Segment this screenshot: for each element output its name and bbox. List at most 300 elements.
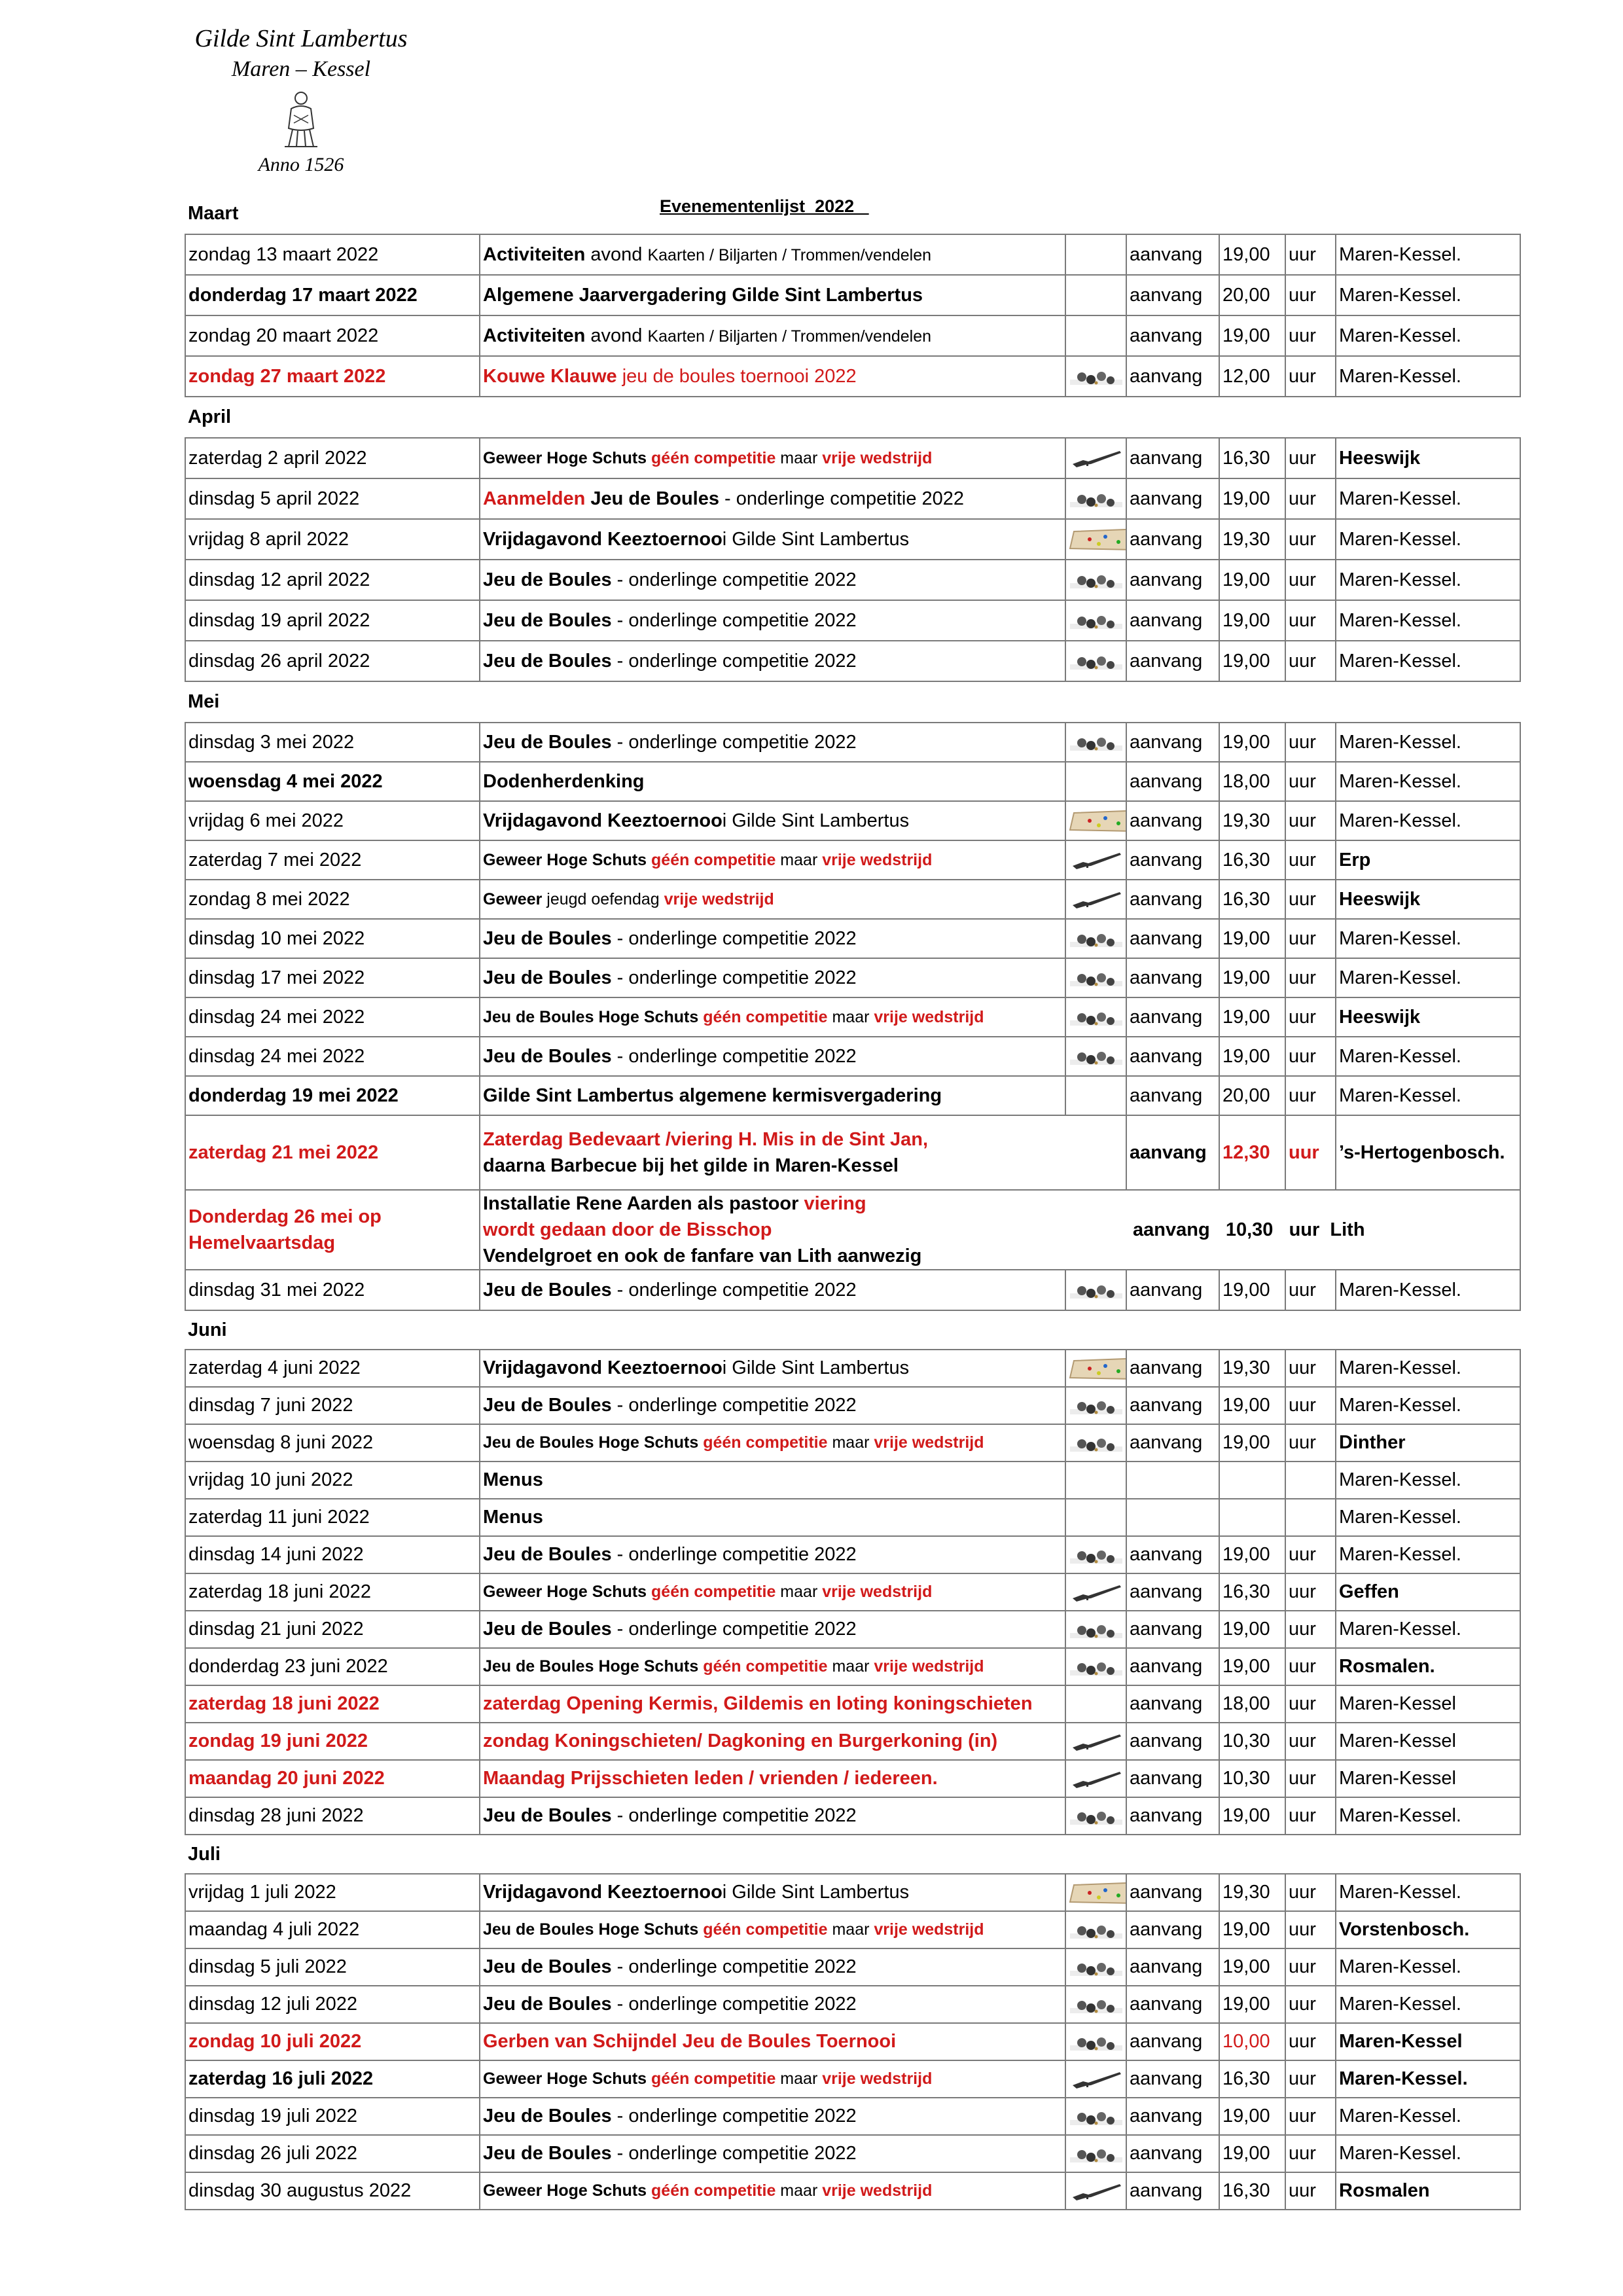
start-label: aanvang	[1126, 958, 1219, 997]
event-text-part: jeugd oefendag	[542, 889, 664, 908]
start-time: 12,00	[1219, 356, 1285, 397]
event-icon-cell	[1065, 1076, 1126, 1115]
event-text-part: Algemene Jaarvergadering Gilde Sint Lambertus	[483, 284, 923, 306]
time-unit: uur	[1285, 356, 1336, 397]
event-date: dinsdag 21 juni 2022	[185, 1611, 480, 1648]
event-date: dinsdag 5 juli 2022	[185, 1948, 480, 1986]
event-date: dinsdag 26 juli 2022	[185, 2135, 480, 2172]
time-unit: uur	[1285, 1685, 1336, 1723]
start-time: 10,00	[1219, 2023, 1285, 2060]
event-location: Maren-Kessel.	[1336, 1270, 1520, 1310]
event-date: zaterdag 16 juli 2022	[185, 2060, 480, 2098]
event-date: zondag 13 maart 2022	[185, 234, 480, 275]
event-row	[185, 1723, 1520, 1760]
event-text-part: Jeu de Boules	[483, 609, 612, 631]
rifle-icon	[1069, 1768, 1124, 1790]
event-text-part: Jeu de Boules	[483, 967, 612, 988]
event-location: Maren-Kessel.	[1336, 1797, 1520, 1835]
month-heading: Juni	[188, 1319, 227, 1340]
start-label: aanvang	[1126, 2172, 1219, 2210]
event-text-part: - onderlinge competitie 2022	[611, 1279, 857, 1300]
event-row	[185, 1911, 1520, 1948]
event-text-part: vrije wedstrijd	[822, 2070, 933, 2088]
event-text-part: Jeu de Boules	[483, 731, 612, 753]
event-location: Maren-Kessel.	[1336, 478, 1520, 519]
event-row	[185, 1270, 1520, 1310]
event-location: Maren-Kessel	[1336, 2023, 1520, 2060]
time-unit: uur	[1285, 1573, 1336, 1611]
event-description	[480, 356, 1065, 397]
start-time: 19,00	[1219, 1037, 1285, 1076]
event-date: maandag 20 juni 2022	[185, 1760, 480, 1797]
time-unit: uur	[1285, 2060, 1336, 2098]
event-text-part: géén competitie	[703, 1007, 828, 1026]
event-row	[185, 1948, 1520, 1986]
event-icon-cell	[1065, 2098, 1126, 2135]
event-row	[185, 958, 1520, 997]
event-location: Maren-Kessel.	[1336, 600, 1520, 641]
month-heading-row	[185, 681, 1520, 723]
event-text-part: Vrijdagavond Keeztoernoo	[483, 1357, 722, 1378]
board-game-icon	[1069, 808, 1126, 834]
event-row	[185, 1462, 1520, 1499]
event-description	[480, 1986, 1065, 2023]
event-location: Geffen	[1336, 1573, 1520, 1611]
event-date: dinsdag 24 mei 2022	[185, 1037, 480, 1076]
event-row	[185, 1350, 1520, 1387]
time-unit: uur	[1285, 438, 1336, 478]
event-location: Erp	[1336, 840, 1520, 880]
start-time: 19,00	[1219, 1387, 1285, 1424]
boules-icon	[1069, 1544, 1124, 1566]
event-text-part: - onderlinge competitie 2022	[611, 927, 857, 949]
event-description	[480, 1948, 1065, 1986]
event-icon-cell	[1065, 641, 1126, 681]
start-time: 19,00	[1219, 1648, 1285, 1685]
event-location: Maren-Kessel.	[1336, 519, 1520, 560]
start-time: 10,30	[1219, 1760, 1285, 1797]
event-text-part: - onderlinge competitie 2022	[611, 2106, 857, 2126]
time-unit: uur	[1285, 1797, 1336, 1835]
event-text-part: avond	[585, 325, 648, 346]
event-location: Maren-Kessel.	[1336, 801, 1520, 840]
event-text-part: zondag Koningschieten/ Dagkoning en Burgerkoning (in)	[483, 1731, 998, 1751]
start-label: aanvang	[1126, 1350, 1219, 1387]
event-location: Maren-Kessel	[1336, 1723, 1520, 1760]
event-text-part: Installatie Rene Aarden als pastoor	[483, 1193, 799, 1214]
event-icon-cell	[1065, 1760, 1126, 1797]
month-heading-row	[185, 1835, 1520, 1874]
event-description	[480, 2060, 1065, 2098]
time-unit: uur	[1285, 958, 1336, 997]
event-row	[185, 1685, 1520, 1723]
boules-icon	[1069, 731, 1124, 753]
event-description	[480, 1190, 1126, 1270]
event-date: donderdag 17 maart 2022	[185, 275, 480, 315]
event-text-part: Gilde Sint Lambertus algemene kermisvergadering	[483, 1085, 942, 1106]
event-text-part: - onderlinge competitie 2022	[719, 488, 965, 509]
event-description	[480, 919, 1065, 958]
event-icon-cell	[1065, 1573, 1126, 1611]
start-time: 19,30	[1219, 519, 1285, 560]
event-row	[185, 1076, 1520, 1115]
start-label: aanvang	[1126, 880, 1219, 919]
event-row	[185, 723, 1520, 762]
event-text-part: Kouwe Klauwe	[483, 365, 617, 387]
event-date: zaterdag 18 juni 2022	[185, 1685, 480, 1723]
start-time: 19,00	[1219, 1948, 1285, 1986]
event-date: dinsdag 14 juni 2022	[185, 1536, 480, 1573]
event-row	[185, 1874, 1520, 1911]
event-text-part: Gerben van Schijndel Jeu de Boules Toernooi	[483, 2031, 897, 2052]
start-label: aanvang	[1126, 1685, 1219, 1723]
event-text-part: Jeu de Boules Hoge Schuts	[483, 1007, 704, 1026]
event-location: Maren-Kessel.	[1336, 1076, 1520, 1115]
event-text-part: vrije wedstrijd	[874, 1433, 984, 1452]
start-time: 19,00	[1219, 958, 1285, 997]
event-location: Maren-Kessel.	[1336, 2098, 1520, 2135]
time-unit: uur	[1285, 315, 1336, 356]
event-location: Vorstenbosch.	[1336, 1911, 1520, 1948]
event-text-part: vrije wedstrijd	[874, 1657, 984, 1676]
start-label: aanvang	[1126, 1270, 1219, 1310]
event-text-part: - onderlinge competitie 2022	[611, 1619, 857, 1640]
event-text-part: géén competitie	[651, 850, 776, 869]
boules-icon	[1069, 927, 1124, 950]
event-text-part: vrije wedstrijd	[822, 1583, 933, 1601]
event-text-part: Jeu de Boules	[483, 2106, 612, 2126]
time-unit: uur	[1285, 840, 1336, 880]
event-text-part: - onderlinge competitie 2022	[611, 1544, 857, 1565]
event-row	[185, 234, 1520, 275]
event-text-part: - onderlinge competitie 2022	[611, 1956, 857, 1977]
start-label: aanvang	[1126, 641, 1219, 681]
start-label: aanvang	[1126, 315, 1219, 356]
start-time: 16,30	[1219, 840, 1285, 880]
event-date: dinsdag 12 juli 2022	[185, 1986, 480, 2023]
event-date: dinsdag 12 april 2022	[185, 560, 480, 600]
event-row	[185, 880, 1520, 919]
event-icon-cell	[1065, 478, 1126, 519]
event-date: zondag 20 maart 2022	[185, 315, 480, 356]
event-row	[185, 1037, 1520, 1076]
event-location: Maren-Kessel.	[1336, 356, 1520, 397]
time-unit: uur	[1285, 600, 1336, 641]
event-location: Rosmalen	[1336, 2172, 1520, 2210]
time-unit: uur	[1285, 762, 1336, 801]
start-time: 19,30	[1219, 1874, 1285, 1911]
event-date: Donderdag 26 mei op Hemelvaartsdag	[185, 1190, 480, 1270]
event-description	[480, 2135, 1065, 2172]
event-icon-cell	[1065, 1986, 1126, 2023]
time-unit: uur	[1285, 1986, 1336, 2023]
boules-icon	[1069, 1994, 1124, 2016]
event-text-part: - onderlinge competitie 2022	[611, 967, 857, 988]
start-label: aanvang	[1126, 919, 1219, 958]
event-text-part: maar	[827, 1920, 874, 1939]
events-table	[185, 194, 1521, 2250]
event-row	[185, 2023, 1520, 2060]
event-icon-cell	[1065, 2135, 1126, 2172]
time-unit	[1285, 1462, 1336, 1499]
event-location: Heeswijk	[1336, 997, 1520, 1037]
time-unit: uur	[1285, 1948, 1336, 1986]
start-time: 10,30	[1219, 1723, 1285, 1760]
start-label: aanvang	[1126, 1723, 1219, 1760]
event-text-part: géén competitie	[703, 1657, 828, 1676]
guild-founding-year: Anno 1526	[258, 154, 344, 175]
event-text-part: maar	[776, 448, 823, 467]
event-icon-cell	[1065, 438, 1126, 478]
event-icon-cell	[1065, 1462, 1126, 1499]
boules-icon	[1069, 1395, 1124, 1417]
start-label: aanvang	[1126, 997, 1219, 1037]
event-text-part: vrije wedstrijd	[874, 1007, 984, 1026]
start-time: 19,00	[1219, 1986, 1285, 2023]
start-label: aanvang	[1126, 234, 1219, 275]
start-label: aanvang	[1126, 2135, 1219, 2172]
event-text-part: Maandag Prijsschieten leden / vrienden / iedereen.	[483, 1768, 938, 1789]
event-text-part: Dodenherdenking	[483, 770, 645, 792]
event-description	[480, 1462, 1065, 1499]
event-row	[185, 1387, 1520, 1424]
event-description	[480, 1685, 1065, 1723]
start-label: aanvang	[1126, 1424, 1219, 1462]
time-unit	[1285, 1499, 1336, 1536]
event-row	[185, 600, 1520, 641]
event-date: woensdag 8 juni 2022	[185, 1424, 480, 1462]
event-description	[480, 801, 1065, 840]
event-icon-cell	[1065, 1685, 1126, 1723]
month-heading-spacer	[480, 397, 1520, 438]
event-description	[480, 600, 1065, 641]
rifle-icon	[1069, 888, 1124, 910]
time-unit: uur	[1285, 801, 1336, 840]
start-time: 19,00	[1219, 641, 1285, 681]
event-text-part: maar	[776, 850, 823, 869]
event-text-part: Geweer Hoge Schuts	[483, 2181, 652, 2200]
start-label: aanvang	[1126, 1115, 1219, 1190]
event-row	[185, 1573, 1520, 1611]
time-unit: uur	[1285, 1911, 1336, 1948]
start-time: 18,00	[1219, 1685, 1285, 1723]
event-text-part: géén competitie	[651, 2181, 776, 2200]
event-text-part: Jeu de Boules Hoge Schuts	[483, 1920, 704, 1939]
month-heading-spacer	[480, 681, 1520, 723]
boules-icon	[1069, 1919, 1124, 1941]
event-date: dinsdag 31 mei 2022	[185, 1270, 480, 1310]
event-location: ’s-Hertogenbosch.	[1336, 1115, 1520, 1190]
month-heading-spacer	[480, 1835, 1520, 1874]
event-icon-cell	[1065, 519, 1126, 560]
event-date: dinsdag 24 mei 2022	[185, 997, 480, 1037]
month-heading: Mei	[188, 691, 220, 712]
event-description	[480, 2023, 1065, 2060]
blank-cell	[1065, 2210, 1520, 2250]
time-unit: uur	[1285, 2172, 1336, 2210]
event-text-part: vrije wedstrijd	[874, 1920, 984, 1939]
start-label: aanvang	[1126, 600, 1219, 641]
event-text-part: i Gilde Sint Lambertus	[722, 1357, 910, 1378]
event-text-part: - onderlinge competitie 2022	[611, 569, 857, 590]
event-text-part: Jeu de Boules Hoge Schuts	[483, 1433, 704, 1452]
event-description	[480, 560, 1065, 600]
event-icon-cell	[1065, 1648, 1126, 1685]
event-text-part: maar	[827, 1007, 874, 1026]
event-text-part: maar	[776, 2070, 823, 2088]
event-text-part: - onderlinge competitie 2022	[611, 650, 857, 672]
event-icon-cell	[1065, 356, 1126, 397]
start-label: aanvang	[1126, 1076, 1219, 1115]
event-row	[185, 356, 1520, 397]
event-location: Maren-Kessel.	[1336, 958, 1520, 997]
start-time: 19,00	[1219, 2098, 1285, 2135]
event-text-part: vrije wedstrijd	[822, 2181, 933, 2200]
event-row	[185, 919, 1520, 958]
event-text-part: Geweer	[483, 889, 543, 908]
event-description	[480, 1874, 1065, 1911]
event-description	[480, 1115, 1126, 1190]
event-icon-cell	[1065, 1948, 1126, 1986]
event-icon-cell	[1065, 1350, 1126, 1387]
start-label	[1126, 1499, 1219, 1536]
boules-icon	[1069, 1656, 1124, 1678]
event-row	[185, 2060, 1520, 2098]
event-row	[185, 997, 1520, 1037]
start-label: aanvang	[1126, 1797, 1219, 1835]
event-location: Maren-Kessel.	[1336, 641, 1520, 681]
start-label: aanvang	[1126, 1037, 1219, 1076]
start-time: 19,00	[1219, 1536, 1285, 1573]
event-icon-cell	[1065, 801, 1126, 840]
event-text-part: Jeu de Boules	[483, 927, 612, 949]
event-row	[185, 560, 1520, 600]
event-location: Maren-Kessel	[1336, 1685, 1520, 1723]
event-icon-cell	[1065, 1874, 1126, 1911]
time-unit: uur	[1285, 880, 1336, 919]
board-game-icon	[1069, 1880, 1126, 1906]
event-description	[480, 1424, 1065, 1462]
time-unit: uur	[1285, 560, 1336, 600]
event-description	[480, 1076, 1065, 1115]
event-text-part: Jeu de Boules	[483, 1805, 612, 1826]
event-text-part: - onderlinge competitie 2022	[611, 1395, 857, 1416]
event-description	[480, 723, 1065, 762]
start-time: 20,00	[1219, 1076, 1285, 1115]
event-row	[185, 438, 1520, 478]
event-row	[185, 519, 1520, 560]
event-text-part: géén competitie	[651, 1583, 776, 1601]
event-location: Maren-Kessel.	[1336, 1350, 1520, 1387]
event-location: Maren-Kessel.	[1336, 560, 1520, 600]
event-icon-cell	[1065, 958, 1126, 997]
event-location: Maren-Kessel.	[1336, 315, 1520, 356]
start-time: 16,30	[1219, 1573, 1285, 1611]
event-date: zondag 8 mei 2022	[185, 880, 480, 919]
event-icon-cell	[1065, 1611, 1126, 1648]
event-icon-cell	[1065, 2023, 1126, 2060]
event-date: woensdag 4 mei 2022	[185, 762, 480, 801]
event-location: Heeswijk	[1336, 880, 1520, 919]
event-icon-cell	[1065, 2060, 1126, 2098]
start-label: aanvang	[1126, 1611, 1219, 1648]
month-heading-row	[185, 194, 1520, 234]
time-unit: uur	[1285, 2135, 1336, 2172]
event-text-part: Jeu de Boules	[483, 1395, 612, 1416]
start-label: aanvang	[1126, 762, 1219, 801]
event-text-part: i Gilde Sint Lambertus	[722, 1882, 910, 1903]
event-date: zaterdag 7 mei 2022	[185, 840, 480, 880]
event-location: Maren-Kessel.	[1336, 2135, 1520, 2172]
rifle-icon	[1069, 849, 1124, 871]
event-icon-cell	[1065, 997, 1126, 1037]
event-text-part: Jeu de Boules	[590, 488, 719, 509]
event-description	[480, 840, 1065, 880]
event-row	[185, 1424, 1520, 1462]
event-icon-cell	[1065, 1797, 1126, 1835]
event-text-part: - onderlinge competitie 2022	[611, 1994, 857, 2015]
start-label: aanvang	[1126, 1536, 1219, 1573]
boules-icon	[1069, 967, 1124, 989]
time-unit: uur	[1285, 1115, 1336, 1190]
event-description	[480, 997, 1065, 1037]
guild-emblem-icon	[278, 89, 324, 149]
event-date: dinsdag 5 april 2022	[185, 478, 480, 519]
start-time: 19,00	[1219, 315, 1285, 356]
event-text-part: Activiteiten	[483, 325, 586, 346]
rifle-icon	[1069, 1581, 1124, 1604]
event-icon-cell	[1065, 1536, 1126, 1573]
event-description	[480, 315, 1065, 356]
event-icon-cell	[1065, 1270, 1126, 1310]
event-location: Maren-Kessel.	[1336, 723, 1520, 762]
start-time: 19,00	[1219, 2135, 1285, 2172]
start-label: aanvang	[1126, 1986, 1219, 2023]
start-label: aanvang	[1126, 438, 1219, 478]
event-text-part: géén competitie	[703, 1920, 828, 1939]
board-game-icon	[1069, 1355, 1126, 1382]
event-text-part: Jeu de Boules Hoge Schuts	[483, 1657, 704, 1676]
boules-icon	[1069, 2143, 1124, 2165]
event-row	[185, 1760, 1520, 1797]
event-row	[185, 2098, 1520, 2135]
event-location: Maren-Kessel.	[1336, 1611, 1520, 1648]
guild-logo	[157, 22, 445, 178]
event-row	[185, 1986, 1520, 2023]
event-text-part: géén competitie	[651, 2070, 776, 2088]
event-text-part: maar	[827, 1433, 874, 1452]
event-date: vrijdag 8 april 2022	[185, 519, 480, 560]
boules-icon	[1069, 1805, 1124, 1827]
event-location: Maren-Kessel.	[1336, 1037, 1520, 1076]
time-unit: uur	[1285, 1760, 1336, 1797]
start-label: aanvang	[1126, 356, 1219, 397]
start-label: aanvang	[1126, 1911, 1219, 1948]
event-text-part: géén competitie	[651, 448, 776, 467]
event-description	[480, 478, 1065, 519]
start-time: 16,30	[1219, 2172, 1285, 2210]
event-row	[185, 1648, 1520, 1685]
time-unit: uur	[1285, 275, 1336, 315]
event-location: Maren-Kessel.	[1336, 234, 1520, 275]
boules-icon	[1069, 2106, 1124, 2128]
event-date: dinsdag 26 april 2022	[185, 641, 480, 681]
event-location: Maren-Kessel.	[1336, 1462, 1520, 1499]
event-text-part: Geweer Hoge Schuts	[483, 1583, 652, 1601]
event-description	[480, 762, 1065, 801]
start-time: 19,30	[1219, 1350, 1285, 1387]
event-location: Maren-Kessel	[1336, 1760, 1520, 1797]
